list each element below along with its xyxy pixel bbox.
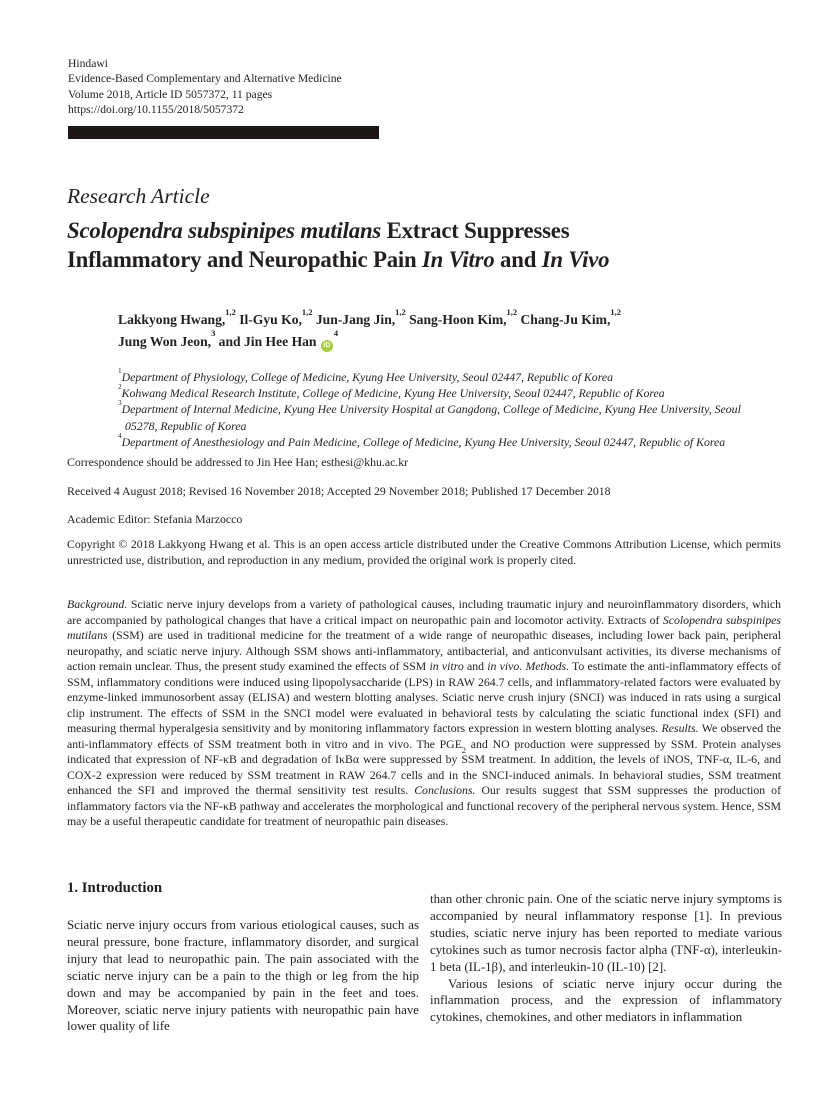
doi-link[interactable]: https://doi.org/10.1155/2018/5057372 [68,102,244,116]
publisher-name: Hindawi [68,57,108,70]
publisher-header [68,56,342,117]
affiliation-4: $^4$Department of Anesthesiology and Pain Medicine, College of Medicine, Kyung Hee University, Seoul 02447, Republic of Korea [118,430,726,449]
intro-paragraph-left: Sciatic nerve injury occurs from various etiological causes, such as neural pressure, bone fracture, inflammatory disorder, and surgical injury that lead to neuropathic pain. The pain associated with the sciatic nerve injury can be a pain to the thigh or leg from the hip down and may be accompanied by pain in the feet and toes. Moreover, sciatic nerve injury patients with neuropathic pain have lower quality of life [67,918,419,1034]
abstract-text: Background. Sciatic nerve injury develops from a variety of pathological causes, including traumatic injury and neuroinflammatory disorders, which are accompanied by pathological changes that have a critical impact on neuropathic pain and locomotor activity. Extracts of Scolopendra subspinipes mutilans (SSM) are used in traditional medicine for the treatment of a wide range of neuropathic diseases, including lower back pain, peripheral neuropathy, and sciatic nerve injury. Although SSM shows anti-inflammatory, antibacterial, and anticonvulsant activities, its diverse mechanisms of action remain unclear. Thus, the present study examined the effects of SSM in vitro and in vivo. Methods. To estimate the anti-inflammatory effects of SSM, inflammatory conditions were induced using lipopolysaccharide (LPS) in RAW 264.7 cells, and inflammatory-related factors were evaluated by enzyme-linked immunosorbent assay (ELISA) and western blotting analyses. Sciatic nerve crush injury (SNCI) was induced in rats using a surgical clip instrument. The effects of SSM in the SNCI model were evaluated in behavioral tests by calculating the sciatic functional index (SFI) and measuring thermal hyperalgesia sensitivity and by monitoring inflammatory factors expression in western blotting analyses. Results. We observed the anti-inflammatory effects of SSM treatment both in vitro and in vivo. The $PGE_2$ and NO production were suppressed by SSM. Protein analyses indicated that expression of NF-κB and degradation of IκBα were suppressed by SSM treatment. In addition, the levels of iNOS, TNF-α, IL-6, and COX-2 expression were reduced by SSM treatment in RAW 264.7 cells and in the SNCI-induced animals. In behavioral studies, SSM treatment enhanced the SFI and improved the thermal sensitivity test results. Conclusions. Our results suggest that SSM suppresses the production of inflammatory factors via the NF-κB pathway and accelerates the morphological and functional recovery of the peripheral nervous system. Hence, SSM may be a useful therapeutic candidate for treatment of neuropathic pain diseases. [67,597,782,828]
intro-column-right [430,891,782,1026]
article-title: Scolopendra subspinipes mutilans Extract Suppresses Inflammatory and Neuropathic Pain In Vitro and In Vivo [67,218,610,272]
intro-paragraph-right-2: Various lesions of sciatic nerve injury occur during the inflammation process, and the expression of inflammatory cytokines, chemokines, and other mediators in inflammation [430,976,782,1025]
intro-column-left [67,917,419,1035]
affiliation-list [118,365,768,450]
journal-name: Evidence-Based Complementary and Alternative Medicine [68,72,342,86]
affiliation-2: $^2$Kohwang Medical Research Institute, College of Medicine, Kyung Hee University, Seoul 02447, Republic of Korea [118,382,665,401]
orcid-icon: iD [321,340,333,352]
author-list: Lakkyong Hwang,$^{1,2}$ Il-Gyu Ko,$^{1,2}$ Jun-Jang Jin,$^{1,2}$ Sang-Hoon Kim,$^{1,2}$ Chang-Ju Kim,$^{1,2}$ Jung Won Jeon,$^3$ and Jin Hee Han $iD^4$ [118,309,758,352]
affiliation-1: $^1$Department of Physiology, College of Medicine, Kyung Hee University, Seoul 02447, Republic of Korea [118,365,613,384]
intro-paragraph-right-1: than other chronic pain. One of the sciatic nerve injury symptoms is accompanied by neural inflammatory response [1]. In previous studies, sciatic nerve injury has been reported to mediate various cytokines such as tumor necrosis factor alpha (TNF-α), interleukin-1 beta (IL-1β), and interleukin-10 (IL-10) [2]. [430,892,782,974]
academic-editor-line: Academic Editor: Stefania Marzocco [67,512,243,526]
volume-line: Volume 2018, Article ID 5057372, 11 pages [68,87,273,101]
copyright-notice: Copyright © 2018 Lakkyong Hwang et al. This is an open access article distributed under the Creative Commons Attribution License, which permits unrestricted use, distribution, and reproduction in any medium, provided the original work is properly cited. [67,537,781,567]
article-history-line: Received 4 August 2018; Revised 16 November 2018; Accepted 29 November 2018; Published 17 December 2018 [67,484,611,498]
header-rule [68,126,379,139]
correspondence-line: Correspondence should be addressed to Jin Hee Han; esthesi@khu.ac.kr [67,455,409,469]
affiliation-3: $^3$Department of Internal Medicine, Kyung Hee University Hospital at Gangdong, College of Medicine, Kyung Hee University, Seoul 05278, Republic of Korea [118,398,741,433]
section-heading-introduction: 1. Introduction [67,880,163,896]
article-type-label: Research Article [67,184,210,208]
